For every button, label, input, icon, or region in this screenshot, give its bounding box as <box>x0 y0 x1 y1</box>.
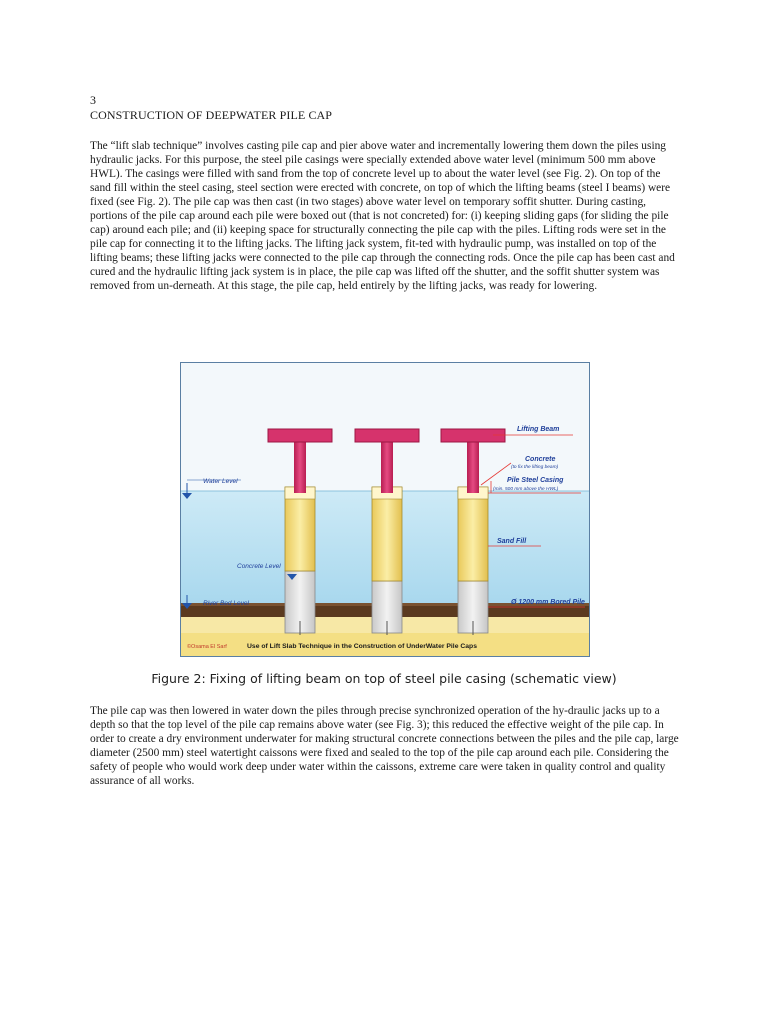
svg-text:(min. 500 mm above the HWL): (min. 500 mm above the HWL) <box>493 487 559 492</box>
body-paragraph: The pile cap was then lowered in water down the piles through precise synchronized operation of the hy-draulic jacks up to a depth so that the top level of the pile cap remains above water (see Fig. 3); this reduced the effective weight of the pile cap. In order to create a dry environment underwater for making structural concrete connections between the piles and the pile cap, large diameter (2500 mm) steel watertight caissons were fixed and sealed to the top of the pile cap around each pile. Considering the safety of people who would work deep under water within the caissons, extreme care were taken in quality control and quality assurance of all works. <box>90 705 679 787</box>
lifting-column <box>381 441 393 493</box>
svg-text:(to fix the lifting beam): (to fix the lifting beam) <box>511 465 559 470</box>
svg-text:Lifting Beam: Lifting Beam <box>517 426 560 433</box>
lifting-beam <box>355 429 419 442</box>
section-title: CONSTRUCTION OF DEEPWATER PILE CAP <box>90 108 333 122</box>
page-number: 3 <box>90 93 96 107</box>
lifting-column <box>294 441 306 493</box>
steel-casing <box>458 487 488 581</box>
figure-caption: Figure 2: Fixing of lifting beam on top of steel pile casing (schematic view) <box>151 671 617 686</box>
lifting-beam <box>268 429 332 442</box>
river-bed-level-label: River Bed Level <box>203 600 249 607</box>
figure-diagram <box>180 362 590 657</box>
svg-text:Pile Steel Casing: Pile Steel Casing <box>507 477 564 484</box>
footer-title: Use of Lift Slab Technique in the Construction of UnderWater Pile Caps <box>247 643 477 650</box>
steel-casing <box>285 487 315 571</box>
svg-text:Concrete: Concrete <box>525 456 556 463</box>
water-level-label: Water Level <box>203 478 238 485</box>
lifting-beam <box>441 429 505 442</box>
footer-credit: ©Osama El Sarf <box>187 644 227 650</box>
concrete-level-label: Concrete Level <box>237 563 281 570</box>
lifting-column <box>467 441 479 493</box>
svg-text:Ø 1200 mm Bored Pile: Ø 1200 mm Bored Pile <box>511 599 585 606</box>
body-paragraph: The “lift slab technique” involves casting pile cap and pier above water and incrementally lowering them down the piles using hydraulic jacks. For this purpose, the steel pile casings were specially extended above water level (minimum 500 mm above HWL). The casings were filled with sand from the top of concrete level up to about the water level (see Fig. 2). On top of the sand fill within the steel casing, steel section were erected with concrete, on top of which the lifting beams (steel I beams) were fixed (see Fig. 2). The pile cap was then cast (in two stages) above water level on temporary soffit shutter. During casting, portions of the pile cap around each pile were boxed out (that is not concreted) for: (i) keeping sliding gaps (for sliding the pile cap) around each pile; and (ii) keeping space for structurally connecting the pile cap with the piles. Lifting rods were set in the pile cap for connecting it to the lifting jacks. The lifting jack system, fit-ted with hydraulic pump, was installed on top of the lifting beams; these lifting jacks were connected to the pile cap through the connecting rods. Once the pile cap has been cast and cured and the hydraulic lifting jack system is in place, the pile cap was lifted off the shutter, and the soffit shutter system was removed from un-derneath. At this stage, the pile cap, held entirely by the lifting jacks, was ready for lowering. <box>90 140 675 292</box>
steel-casing <box>372 487 402 581</box>
svg-text:Sand Fill: Sand Fill <box>497 538 527 545</box>
